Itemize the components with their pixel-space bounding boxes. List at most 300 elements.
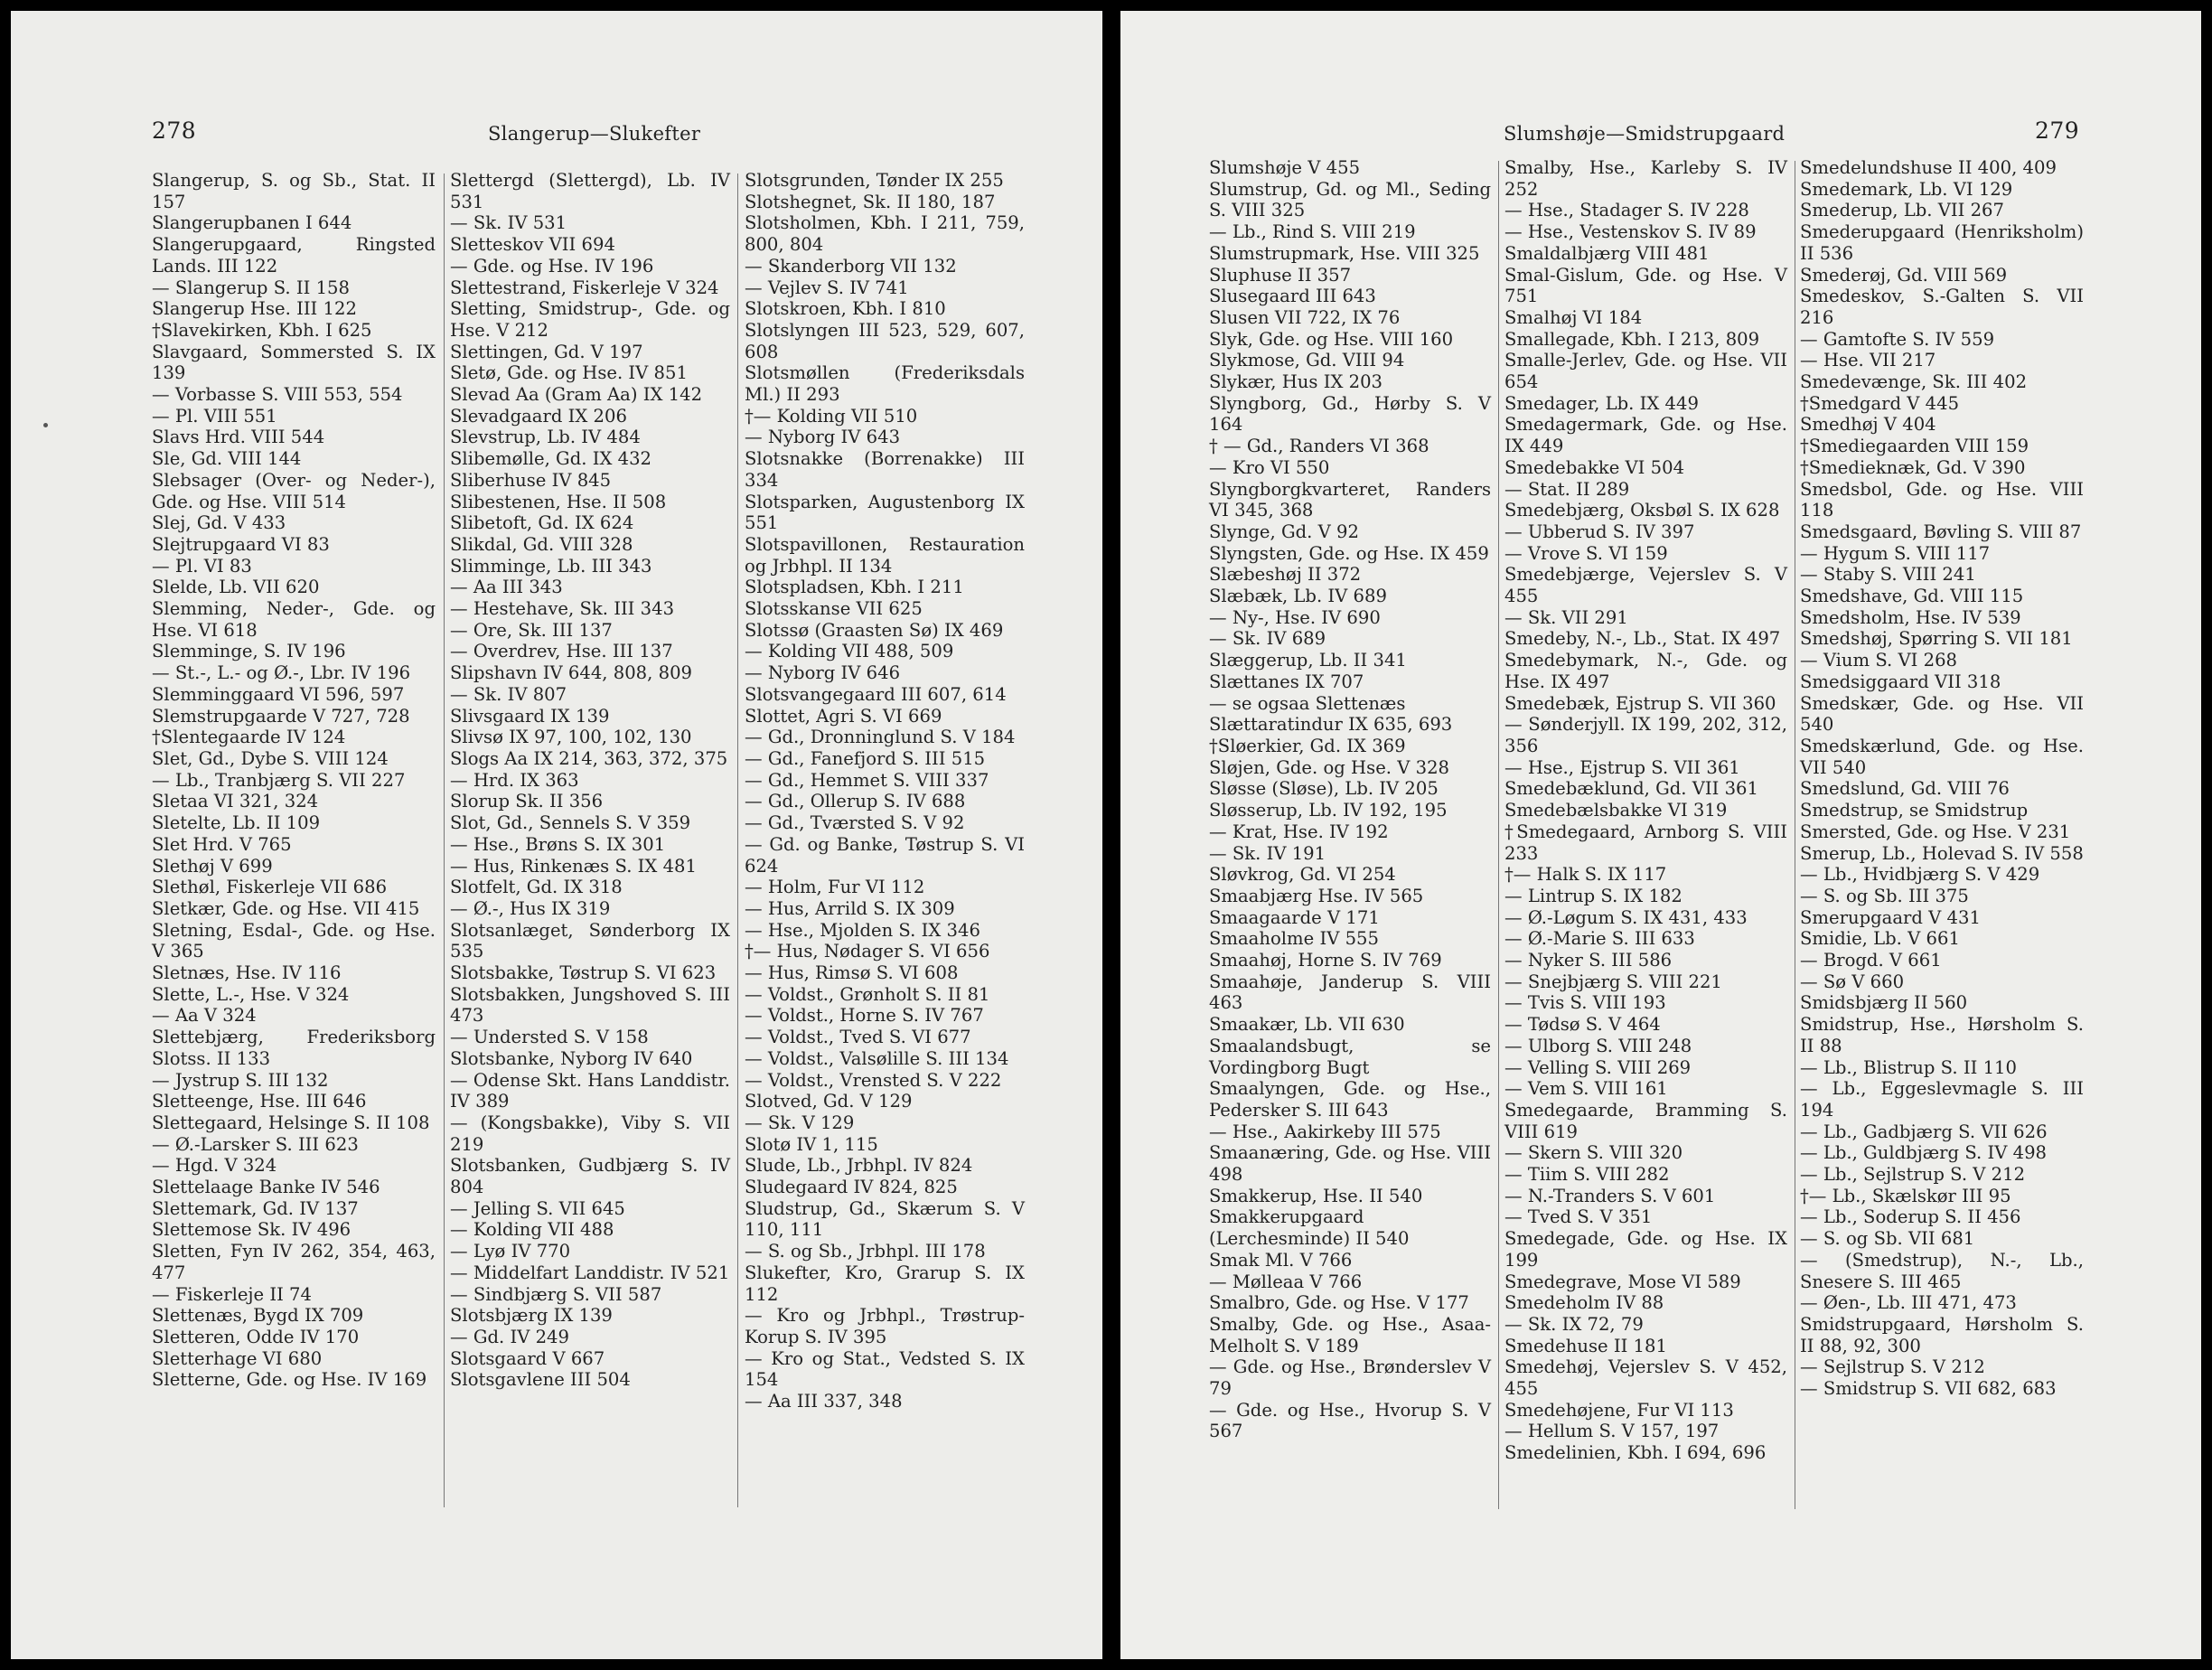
- index-entry: Slæbæk, Lb. IV 689: [1209, 586, 1387, 607]
- index-entry: Slotved, Gd. V 129: [745, 1091, 913, 1112]
- index-entry: Slebsager (Over- og Neder-), Gde. og Hse. VIII 514: [152, 469, 436, 512]
- index-entry: Slangerupgaard, Ringsted Lands. III 122: [152, 234, 436, 277]
- index-entry: Smedelinien, Kbh. I 694, 696: [1504, 1442, 1767, 1464]
- index-column-2: [450, 170, 730, 1391]
- index-entry: †— Lb., Skælskør III 95: [1800, 1185, 2011, 1206]
- index-entry: Smederup, Lb. VII 267: [1800, 200, 2004, 221]
- index-entry: Slotsskanse VII 625: [745, 598, 923, 620]
- index-entry: — Hse. VII 217: [1800, 350, 1936, 371]
- index-entry: — Ø.-Marie S. III 633: [1504, 928, 1695, 950]
- index-entry: Slangerupbanen I 644: [152, 212, 352, 234]
- index-entry: Smidstrup, Hse., Hørsholm S. II 88: [1800, 1014, 2084, 1056]
- index-entry: Sletning, Esdal-, Gde. og Hse. V 365: [152, 919, 436, 962]
- index-entry: Slikdal, Gd. VIII 328: [450, 533, 633, 555]
- index-entry: Slevstrup, Lb. IV 484: [450, 427, 641, 448]
- index-entry: — (Smedstrup), N.-, Lb., Snesere S. III 465: [1800, 1249, 2084, 1292]
- index-entry: — Sk. IV 531: [450, 212, 567, 234]
- index-entry: — Ø.-Løgum S. IX 431, 433: [1504, 906, 1748, 928]
- index-entry: Smedager, Lb. IX 449: [1504, 392, 1699, 414]
- index-entry: Smedevænge, Sk. III 402: [1800, 371, 2028, 393]
- index-entry: — Hgd. V 324: [152, 1155, 277, 1177]
- index-entry: Smedegade, Gde. og Hse. IX 199: [1504, 1228, 1787, 1271]
- index-entry: †Slavekirken, Kbh. I 625: [152, 319, 372, 341]
- index-entry: Smalle-Jerlev, Gde. og Hse. VII 654: [1504, 350, 1787, 393]
- column-divider: [444, 174, 445, 1507]
- index-entry: Smaalyngen, Gde. og Hse., Pedersker S. III 643: [1209, 1078, 1491, 1121]
- index-entry: Smedebælsbakke VI 319: [1504, 800, 1728, 821]
- index-entry: Smederøj, Gd. VIII 569: [1800, 264, 2008, 286]
- index-entry: Slæggerup, Lb. II 341: [1209, 650, 1407, 671]
- index-entry: Smedsbol, Gde. og Hse. VIII 118: [1800, 478, 2084, 521]
- index-entry: — Hus, Rimsø S. VI 608: [745, 962, 959, 984]
- page-number: 278: [152, 117, 197, 144]
- index-entry: Slettemark, Gd. IV 137: [152, 1197, 359, 1219]
- index-entry: — Tvis S. VIII 193: [1504, 992, 1666, 1014]
- index-entry: Smalhøj VI 184: [1504, 306, 1643, 328]
- index-entry: — Lb., Soderup S. II 456: [1800, 1206, 2021, 1228]
- index-entry: Slotsbakke, Tøstrup S. VI 623: [450, 962, 717, 984]
- index-entry: — Lb., Hvidbjærg S. V 429: [1800, 864, 2040, 886]
- running-head: Slumshøje—Smidstrupgaard: [1504, 123, 1786, 145]
- index-entry: — Kro VI 550: [1209, 456, 1330, 478]
- index-entry: Smedegaarde, Bramming S. VIII 619: [1504, 1099, 1787, 1142]
- index-entry: Slipshavn IV 644, 808, 809: [450, 662, 692, 684]
- index-entry: Smakkerupgaard (Lerchesminde) II 540: [1209, 1206, 1410, 1250]
- index-entry: Slivsø IX 97, 100, 102, 130: [450, 727, 692, 748]
- index-entry: Slotsbjærg IX 139: [450, 1305, 613, 1327]
- index-entry: Smedebjærge, Vejerslev S. V 455: [1504, 564, 1787, 607]
- index-entry: — Hus, Rinkenæs S. IX 481: [450, 855, 697, 877]
- index-entry: Sletelte, Lb. II 109: [152, 812, 321, 834]
- index-entry: — Smidstrup S. VII 682, 683: [1800, 1378, 2057, 1400]
- index-entry: Slette, L.-, Hse. V 324: [152, 983, 350, 1005]
- column-divider: [737, 174, 738, 1507]
- index-entry: Slet Hrd. V 765: [152, 833, 292, 855]
- index-entry: — Ø.-, Hus IX 319: [450, 897, 611, 919]
- index-entry: Slotsvangegaard III 607, 614: [745, 683, 1007, 705]
- index-entry: — Ulborg S. VIII 248: [1504, 1035, 1692, 1056]
- index-entry: — Vrove S. VI 159: [1504, 542, 1668, 564]
- index-entry: — (Kongsbakke), Viby S. VII 219: [450, 1112, 730, 1155]
- index-entry: Slibetoft, Gd. IX 624: [450, 512, 634, 534]
- index-entry: Slotskroen, Kbh. I 810: [745, 298, 946, 320]
- index-entry: — Odense Skt. Hans Landdistr. IV 389: [450, 1069, 730, 1112]
- index-entry: †— Halk S. IX 117: [1504, 864, 1667, 886]
- index-entry: Slumshøje V 455: [1209, 157, 1361, 178]
- index-entry: Slettegaard, Helsinge S. II 108: [152, 1112, 430, 1133]
- index-entry: Slotsgaard V 667: [450, 1347, 605, 1369]
- page-number: 279: [2035, 117, 2080, 144]
- index-entry: — St.-, L.- og Ø.-, Lbr. IV 196: [152, 662, 411, 684]
- index-entry: Slevadgaard IX 206: [450, 405, 627, 427]
- index-entry: — Aa III 337, 348: [745, 1391, 903, 1412]
- index-entry: — Hrd. IX 363: [450, 769, 579, 791]
- index-entry: — Lb., Guldbjærg S. IV 498: [1800, 1142, 2048, 1164]
- index-entry: — Ore, Sk. III 137: [450, 619, 613, 641]
- index-entry: — Jelling S. VII 645: [450, 1197, 625, 1219]
- index-entry: Slet, Gd., Dybe S. VIII 124: [152, 747, 389, 769]
- index-entry: — Gde. og Hse. IV 196: [450, 255, 654, 277]
- index-entry: — Gd., Tværsted S. V 92: [745, 812, 965, 834]
- index-entry: — Lintrup S. IX 182: [1504, 885, 1682, 906]
- index-entry: — Sindbjærg S. VII 587: [450, 1283, 662, 1305]
- index-entry: Slelde, Lb. VII 620: [152, 577, 320, 598]
- index-entry: Sletteskov VII 694: [450, 234, 615, 256]
- index-entry: Sletteren, Odde IV 170: [152, 1326, 360, 1347]
- index-entry: Slemminggaard VI 596, 597: [152, 683, 405, 705]
- index-entry: Sludstrup, Gd., Skærum S. V 110, 111: [745, 1197, 1025, 1241]
- index-entry: Smedelundshuse II 400, 409: [1800, 157, 2057, 178]
- index-entry: — Gde. og Hse., Brønderslev V 79: [1209, 1356, 1491, 1400]
- index-column-1: [1209, 157, 1491, 1442]
- index-entry: Slotsnakke (Borrenakke) III 334: [745, 448, 1025, 491]
- index-entry: — Sk. IV 689: [1209, 628, 1326, 650]
- index-entry: Slyngborgkvarteret, Randers VI 345, 368: [1209, 478, 1491, 521]
- index-entry: Sletten, Fyn IV 262, 354, 463, 477: [152, 1241, 436, 1283]
- index-entry: Slæbeshøj II 372: [1209, 564, 1362, 586]
- index-entry: — Jystrup S. III 132: [152, 1069, 329, 1091]
- index-column-3: [745, 170, 1025, 1412]
- index-entry: — Hus, Arrild S. IX 309: [745, 897, 955, 919]
- index-entry: † — Gd., Randers VI 368: [1209, 436, 1429, 457]
- index-entry: Smalby, Gde. og Hse., Asaa-Melholt S. V 189: [1209, 1313, 1491, 1356]
- index-entry: Slottet, Agri S. VI 669: [745, 705, 942, 727]
- index-entry: Slethøl, Fiskerleje VII 686: [152, 877, 388, 898]
- index-entry: Slynge, Gd. V 92: [1209, 521, 1359, 542]
- index-entry: — Tiim S. VIII 282: [1504, 1164, 1670, 1186]
- index-entry: Smersted, Gde. og Hse. V 231: [1800, 821, 2071, 842]
- index-entry: Slorup Sk. II 356: [450, 791, 604, 812]
- index-entry: — Snejbjærg S. VIII 221: [1504, 971, 1722, 992]
- index-entry: Smedshøj, Spørring S. VII 181: [1800, 628, 2073, 650]
- index-entry: — Vejlev S. IV 741: [745, 277, 909, 298]
- index-entry: Smedehøj, Vejerslev S. V 452, 455: [1504, 1356, 1787, 1400]
- index-entry: — Tved S. V 351: [1504, 1206, 1653, 1228]
- index-entry: — Hse., Ejstrup S. VII 361: [1504, 756, 1740, 778]
- index-entry: — Lb., Tranbjærg S. VII 227: [152, 769, 406, 791]
- index-entry: Smaahøje, Janderup S. VIII 463: [1209, 971, 1491, 1014]
- index-entry: — Velling S. VIII 269: [1504, 1056, 1692, 1078]
- index-entry: Slættanes IX 707: [1209, 671, 1364, 692]
- index-entry: †— Kolding VII 510: [745, 405, 918, 427]
- index-entry: — Pl. VI 83: [152, 555, 252, 577]
- index-entry: — Vem S. VIII 161: [1504, 1078, 1668, 1100]
- index-entry: Smedsholm, Hse. IV 539: [1800, 606, 2021, 628]
- index-entry: Slethøj V 699: [152, 855, 273, 877]
- index-entry: — se ogsaa Slettenæs: [1209, 692, 1406, 714]
- index-entry: Sletterne, Gde. og Hse. IV 169: [152, 1369, 427, 1391]
- index-entry: Slettestrand, Fiskerleje V 324: [450, 277, 719, 298]
- index-entry: — Ubberud S. IV 397: [1504, 521, 1695, 542]
- index-entry: — Gamtofte S. IV 559: [1800, 328, 1995, 350]
- index-entry: — Fiskerleje II 74: [152, 1283, 312, 1305]
- index-entry: Smidsbjærg II 560: [1800, 992, 1968, 1014]
- index-entry: Sluphuse II 357: [1209, 264, 1352, 286]
- index-entry: Smedshave, Gd. VIII 115: [1800, 586, 2024, 607]
- index-entry: †Smedgard V 445: [1800, 392, 1960, 414]
- index-entry: Slusegaard III 643: [1209, 286, 1376, 307]
- index-entry: — Holm, Fur VI 112: [745, 877, 925, 898]
- index-entry: — Hygum S. VIII 117: [1800, 542, 1991, 564]
- index-entry: — Sk. IV 807: [450, 683, 567, 705]
- index-entry: Slotsgavlene III 504: [450, 1369, 631, 1391]
- index-entry: Smedeby, N.-, Lb., Stat. IX 497: [1504, 628, 1781, 650]
- index-entry: Smerup, Lb., Holevad S. IV 558: [1800, 842, 2084, 864]
- index-entry: Sletø, Gde. og Hse. IV 851: [450, 362, 688, 384]
- index-entry: Smal-Gislum, Gde. og Hse. V 751: [1504, 264, 1787, 307]
- index-entry: — Voldst., Grønholt S. II 81: [745, 983, 990, 1005]
- index-entry: †Smediegaarden VIII 159: [1800, 436, 2029, 457]
- index-entry: Smaagaarde V 171: [1209, 906, 1380, 928]
- index-entry: Slettenæs, Bygd IX 709: [152, 1305, 364, 1327]
- index-entry: Slibemølle, Gd. IX 432: [450, 448, 652, 470]
- index-entry: — Pl. VIII 551: [152, 405, 277, 427]
- index-entry: — Hestehave, Sk. III 343: [450, 598, 675, 620]
- index-entry: — Lb., Gadbjærg S. VII 626: [1800, 1121, 2048, 1142]
- index-entry: — Kro og Jrbhpl., Trøstrup-Korup S. IV 395: [745, 1305, 1025, 1347]
- index-entry: Slotsholmen, Kbh. I 211, 759, 800, 804: [745, 212, 1025, 256]
- index-entry: Smaanæring, Gde. og Hse. VIII 498: [1209, 1142, 1491, 1186]
- index-entry: — Lyø IV 770: [450, 1241, 571, 1262]
- index-entry: Slotsanlæget, Sønderborg IX 535: [450, 919, 730, 962]
- index-entry: — Staby S. VIII 241: [1800, 564, 1976, 586]
- index-entry: Smedskær, Gde. og Hse. VII 540: [1800, 692, 2084, 736]
- index-entry: — Sejlstrup S. V 212: [1800, 1356, 1985, 1378]
- index-entry: †Slentegaarde IV 124: [152, 727, 346, 748]
- index-entry: Slotshegnet, Sk. II 180, 187: [745, 191, 996, 212]
- index-entry: Slukefter, Kro, Grarup S. IX 112: [745, 1262, 1025, 1305]
- index-entry: Smedsgaard, Bøvling S. VIII 87: [1800, 521, 2082, 542]
- index-entry: — Aa III 343: [450, 577, 563, 598]
- index-entry: — Brogd. V 661: [1800, 950, 1942, 971]
- index-entry: Slot, Gd., Sennels S. V 359: [450, 812, 691, 834]
- index-entry: Smaldalbjærg VIII 481: [1504, 242, 1710, 264]
- index-entry: Smedhøj V 404: [1800, 414, 1936, 436]
- index-entry: Slettelaage Banke IV 546: [152, 1177, 380, 1198]
- index-entry: †Sløerkier, Gd. IX 369: [1209, 735, 1406, 756]
- index-entry: Slyngborg, Gd., Hørby S. V 164: [1209, 392, 1491, 436]
- index-entry: — Voldst., Valsølille S. III 134: [745, 1047, 1009, 1069]
- running-head: Slangerup—Slukefter: [488, 123, 701, 145]
- index-entry: — Nyborg IV 646: [745, 662, 901, 684]
- index-entry: Sle, Gd. VIII 144: [152, 448, 302, 470]
- index-entry: Slotsgrunden, Tønder IX 255: [745, 170, 1004, 191]
- index-entry: Smedstrup, se Smidstrup: [1800, 800, 2029, 821]
- index-entry: — Hse., Mjolden S. IX 346: [745, 919, 980, 941]
- index-entry: — Sk. IX 72, 79: [1504, 1313, 1644, 1335]
- index-entry: Smaalandsbugt, se Vordingborg Bugt: [1209, 1035, 1491, 1078]
- index-entry: Slavgaard, Sommersted S. IX 139: [152, 341, 436, 384]
- index-entry: Sløsse (Sløse), Lb. IV 205: [1209, 778, 1439, 800]
- index-entry: — Gd. IV 249: [450, 1326, 569, 1347]
- index-entry: Slykmose, Gd. VIII 94: [1209, 350, 1405, 371]
- index-entry: — Voldst., Horne S. IV 767: [745, 1005, 984, 1027]
- index-entry: — Vorbasse S. VIII 553, 554: [152, 384, 403, 406]
- index-entry: Smedsiggaard VII 318: [1800, 671, 2001, 692]
- index-entry: Slimminge, Lb. III 343: [450, 555, 652, 577]
- index-entry: — Hellum S. V 157, 197: [1504, 1421, 1720, 1442]
- index-entry: †Smedieknæk, Gd. V 390: [1800, 456, 2026, 478]
- index-entry: Smalbro, Gde. og Hse. V 177: [1209, 1292, 1469, 1314]
- index-entry: Slangerup, S. og Sb., Stat. II 157: [152, 170, 436, 212]
- index-entry: Sløjen, Gde. og Hse. V 328: [1209, 756, 1450, 778]
- index-entry: Smedskærlund, Gde. og Hse. VII 540: [1800, 735, 2084, 778]
- index-entry: — Gd., Dronninglund S. V 184: [745, 727, 1016, 748]
- index-entry: Slusen VII 722, IX 76: [1209, 306, 1401, 328]
- index-entry: — Stat. II 289: [1504, 478, 1630, 500]
- index-entry: Slotspladsen, Kbh. I 211: [745, 577, 964, 598]
- index-entry: — Hse., Brøns S. IX 301: [450, 833, 666, 855]
- index-entry: Smaaholme IV 555: [1209, 928, 1379, 950]
- index-entry: — Sø V 660: [1800, 971, 1905, 992]
- index-entry: — Voldst., Vrensted S. V 222: [745, 1069, 1002, 1091]
- index-entry: Slogs Aa IX 214, 363, 372, 375: [450, 747, 728, 769]
- index-column-2: [1504, 157, 1787, 1464]
- index-entry: Slejtrupgaard VI 83: [152, 533, 330, 555]
- index-entry: Sløvkrog, Gd. VI 254: [1209, 864, 1396, 886]
- index-entry: — Krat, Hse. IV 192: [1209, 821, 1389, 842]
- index-entry: — S. og Sb. III 375: [1800, 885, 1969, 906]
- index-entry: — Kolding VII 488, 509: [745, 641, 954, 662]
- index-entry: Slumstrupmark, Hse. VIII 325: [1209, 242, 1480, 264]
- index-entry: Smedeholm IV 88: [1504, 1292, 1664, 1314]
- index-entry: — Gd., Fanefjord S. III 515: [745, 747, 986, 769]
- index-entry: Smidstrupgaard, Hørsholm S. II 88, 92, 300: [1800, 1313, 2084, 1356]
- index-entry: — Øen-, Lb. III 471, 473: [1800, 1292, 2017, 1314]
- index-entry: Smedehuse II 181: [1504, 1335, 1667, 1356]
- index-entry: Slotsbanke, Nyborg IV 640: [450, 1047, 693, 1069]
- index-entry: Smaabjærg Hse. IV 565: [1209, 885, 1424, 906]
- index-entry: — Sønderjyll. IX 199, 202, 312, 356: [1504, 714, 1787, 756]
- index-entry: Smedegrave, Mose VI 589: [1504, 1271, 1741, 1292]
- index-entry: — Lb., Sejlstrup S. V 212: [1800, 1164, 2026, 1186]
- index-entry: Slemstrupgaarde V 727, 728: [152, 705, 410, 727]
- index-entry: Slettebjærg, Frederiksborg Slotss. II 133: [152, 1027, 436, 1069]
- index-entry: Slotsbakken, Jungshoved S. III 473: [450, 983, 730, 1027]
- index-entry: Smedebakke VI 504: [1504, 456, 1685, 478]
- index-entry: Smedebjærg, Oksbøl S. IX 628: [1504, 500, 1780, 521]
- index-entry: — Gde. og Hse., Hvorup S. V 567: [1209, 1399, 1491, 1442]
- index-entry: Sludegaard IV 824, 825: [745, 1177, 958, 1198]
- index-entry: Sletaa VI 321, 324: [152, 791, 319, 812]
- index-column-1: [152, 170, 436, 1391]
- index-entry: Sletting, Smidstrup-, Gde. og Hse. V 212: [450, 298, 730, 341]
- index-entry: — Kolding VII 488: [450, 1219, 614, 1241]
- index-entry: — Ø.-Larsker S. III 623: [152, 1133, 359, 1155]
- index-entry: — Understed S. V 158: [450, 1027, 649, 1048]
- index-entry: Smedemark, Lb. VI 129: [1800, 178, 2013, 200]
- index-entry: Smidie, Lb. V 661: [1800, 928, 1960, 950]
- index-entry: Sliberhuse IV 845: [450, 469, 612, 491]
- index-entry: — Lb., Blistrup S. II 110: [1800, 1056, 2017, 1078]
- left-page: [11, 11, 1102, 1659]
- index-entry: — Middelfart Landdistr. IV 521: [450, 1262, 730, 1283]
- paper-speck: [43, 423, 48, 427]
- index-entry: — Sk. IV 191: [1209, 842, 1326, 864]
- index-column-3: [1800, 157, 2084, 1400]
- index-entry: Slude, Lb., Jrbhpl. IV 824: [745, 1155, 973, 1177]
- index-entry: Slivsgaard IX 139: [450, 705, 610, 727]
- index-entry: — S. og Sb. VII 681: [1800, 1228, 1975, 1250]
- index-entry: — Vium S. VI 268: [1800, 650, 1958, 671]
- column-divider: [1498, 161, 1499, 1509]
- index-entry: — Kro og Stat., Vedsted S. IX 154: [745, 1347, 1025, 1391]
- index-entry: — Gd. og Banke, Tøstrup S. VI 624: [745, 833, 1025, 877]
- index-entry: Slotslyngen III 523, 529, 607, 608: [745, 319, 1025, 362]
- index-entry: — Nyborg IV 643: [745, 427, 901, 448]
- index-entry: Slemminge, S. IV 196: [152, 641, 346, 662]
- right-page: [1120, 11, 2201, 1659]
- index-entry: Smaahøj, Horne S. IV 769: [1209, 950, 1442, 971]
- index-entry: Smedebæklund, Gd. VII 361: [1504, 778, 1758, 800]
- index-entry: Smakkerup, Hse. II 540: [1209, 1185, 1423, 1206]
- index-entry: Smedebymark, N.-, Gde. og Hse. IX 497: [1504, 650, 1787, 692]
- index-entry: Smedebæk, Ejstrup S. VII 360: [1504, 692, 1776, 714]
- index-entry: — Skanderborg VII 132: [745, 255, 957, 277]
- index-entry: Smaakær, Lb. VII 630: [1209, 1014, 1405, 1036]
- index-entry: Sløsserup, Lb. IV 192, 195: [1209, 800, 1448, 821]
- index-entry: Slej, Gd. V 433: [152, 512, 286, 534]
- index-entry: Slotø IV 1, 115: [745, 1133, 878, 1155]
- index-entry: Slættaratindur IX 635, 693: [1209, 714, 1453, 736]
- index-entry: — Hse., Stadager S. IV 228: [1504, 200, 1749, 221]
- index-entry: Sletterhage VI 680: [152, 1347, 323, 1369]
- index-entry: — Slangerup S. II 158: [152, 277, 350, 298]
- index-entry: — Overdrev, Hse. III 137: [450, 641, 673, 662]
- index-entry: Smak Ml. V 766: [1209, 1249, 1353, 1271]
- index-entry: Slotssø (Graasten Sø) IX 469: [745, 619, 1004, 641]
- index-entry: Smedslund, Gd. VIII 76: [1800, 778, 2010, 800]
- index-entry: Slumstrup, Gd. og Ml., Seding S. VIII 325: [1209, 178, 1491, 221]
- index-entry: Slevad Aa (Gram Aa) IX 142: [450, 384, 703, 406]
- index-entry: Slibestenen, Hse. II 508: [450, 491, 667, 512]
- index-entry: Slavs Hrd. VIII 544: [152, 427, 325, 448]
- index-entry: Smallegade, Kbh. I 213, 809: [1504, 328, 1760, 350]
- index-entry: Slotsbanken, Gudbjærg S. IV 804: [450, 1155, 730, 1198]
- index-entry: — N.-Tranders S. V 601: [1504, 1185, 1716, 1206]
- index-entry: Smedehøjene, Fur VI 113: [1504, 1399, 1734, 1421]
- index-entry: — Tødsø S. V 464: [1504, 1014, 1661, 1036]
- index-entry: Smedeskov, S.-Galten S. VII 216: [1800, 286, 2084, 328]
- index-entry: Slyngsten, Gde. og Hse. IX 459: [1209, 542, 1489, 564]
- index-entry: — Hse., Aakirkeby III 575: [1209, 1121, 1441, 1142]
- index-entry: Slyk, Gde. og Hse. VIII 160: [1209, 328, 1454, 350]
- index-entry: Slettemose Sk. IV 496: [152, 1219, 351, 1241]
- index-entry: — Voldst., Tved S. VI 677: [745, 1027, 971, 1048]
- index-entry: — Skern S. VIII 320: [1504, 1142, 1683, 1164]
- index-entry: Smerupgaard V 431: [1800, 906, 1981, 928]
- index-entry: — Sk. VII 291: [1504, 606, 1628, 628]
- index-entry: Slangerup Hse. III 122: [152, 298, 357, 320]
- index-entry: Slotfelt, Gd. IX 318: [450, 877, 623, 898]
- index-entry: Slotspavillonen, Restauration og Jrbhpl. II 134: [745, 533, 1025, 577]
- index-entry: — Lb., Rind S. VIII 219: [1209, 221, 1416, 243]
- index-entry: Smalby, Hse., Karleby S. IV 252: [1504, 157, 1787, 200]
- index-entry: Slettingen, Gd. V 197: [450, 341, 643, 362]
- index-entry: — Ny-, Hse. IV 690: [1209, 606, 1381, 628]
- index-entry: Slettergd (Slettergd), Lb. IV 531: [450, 170, 730, 212]
- index-entry: — S. og Sb., Jrbhpl. III 178: [745, 1241, 986, 1262]
- index-entry: Slemming, Neder-, Gde. og Hse. VI 618: [152, 598, 436, 641]
- index-entry: Slykær, Hus IX 203: [1209, 371, 1383, 393]
- index-entry: Slotsparken, Augustenborg IX 551: [745, 491, 1025, 534]
- index-entry: — Mølleaa V 766: [1209, 1271, 1363, 1292]
- index-entry: †— Hus, Nødager S. VI 656: [745, 941, 990, 962]
- index-entry: — Lb., Eggeslevmagle S. III 194: [1800, 1078, 2084, 1121]
- index-entry: — Hse., Vestenskov S. IV 89: [1504, 221, 1757, 243]
- index-entry: Sletteenge, Hse. III 646: [152, 1091, 367, 1112]
- index-entry: — Gd., Hemmet S. VIII 337: [745, 769, 989, 791]
